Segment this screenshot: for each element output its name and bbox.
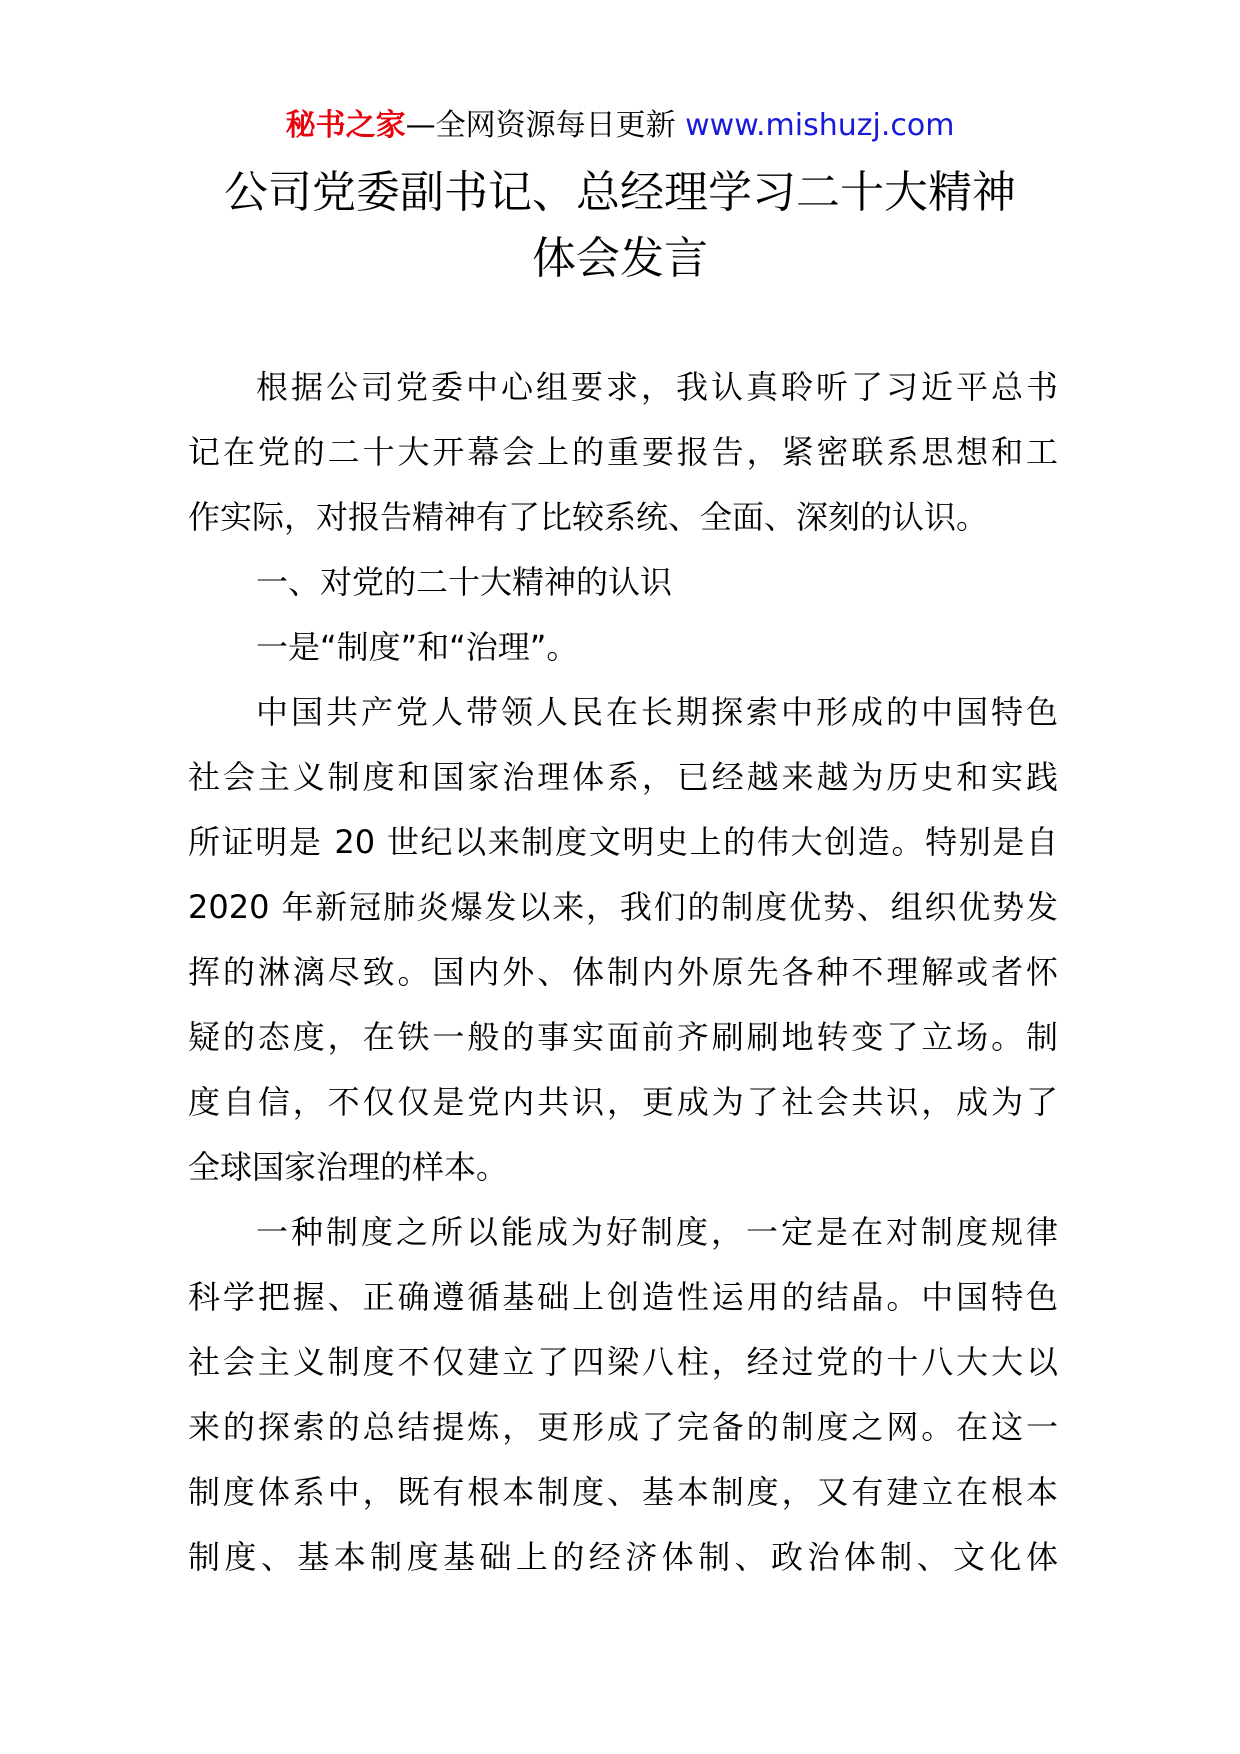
- body-line: 所证明是 20 世纪以来制度文明史上的伟大创造。特别是自: [188, 823, 1058, 861]
- body-line: 制度体系中，既有根本制度、基本制度，又有建立在根本: [188, 1473, 1058, 1511]
- body-line: 中国共产党人带领人民在长期探索中形成的中国特色: [256, 693, 1058, 731]
- subsection-heading: 一是“制度”和“治理”。: [256, 628, 579, 666]
- title-line-2: 体会发言: [532, 233, 708, 284]
- brand-name: 秘书之家: [285, 108, 406, 143]
- site-url-link[interactable]: www.mishuzj.com: [685, 108, 955, 143]
- body-line: 2020 年新冠肺炎爆发以来，我们的制度优势、组织优势发: [188, 888, 1058, 926]
- body-line: 科学把握、正确遵循基础上创造性运用的结晶。中国特色: [188, 1278, 1058, 1316]
- body-line: 来的探索的总结提炼，更形成了完备的制度之网。在这一: [188, 1408, 1058, 1446]
- body-line: 社会主义制度不仅建立了四梁八柱，经过党的十八大大以: [188, 1343, 1058, 1381]
- body-line: 根据公司党委中心组要求，我认真聆听了习近平总书: [256, 368, 1058, 406]
- site-header: [0, 104, 1240, 148]
- body-line: 挥的淋漓尽致。国内外、体制内外原先各种不理解或者怀: [188, 953, 1058, 991]
- body-line: 全球国家治理的样本。: [188, 1148, 509, 1186]
- document-title: [0, 160, 1240, 292]
- body-line: 疑的态度，在铁一般的事实面前齐刷刷地转变了立场。制: [188, 1018, 1058, 1056]
- body-line: 制度、基本制度基础上的经济体制、政治体制、文化体: [188, 1538, 1058, 1576]
- body-line: 度自信，不仅仅是党内共识，更成为了社会共识，成为了: [188, 1083, 1058, 1121]
- body-line: 作实际，对报告精神有了比较系统、全面、深刻的认识。: [188, 498, 989, 536]
- section-heading: 一、对党的二十大精神的认识: [256, 563, 673, 601]
- title-line-1: 公司党委副书记、总经理学习二十大精神: [224, 167, 1016, 218]
- body-line: 社会主义制度和国家治理体系，已经越来越为历史和实践: [188, 758, 1058, 796]
- document-body: [188, 355, 1058, 1590]
- body-line: 记在党的二十大开幕会上的重要报告，紧密联系思想和工: [188, 433, 1058, 471]
- body-line: 一种制度之所以能成为好制度，一定是在对制度规律: [256, 1213, 1058, 1251]
- header-tagline: —全网资源每日更新: [405, 108, 676, 143]
